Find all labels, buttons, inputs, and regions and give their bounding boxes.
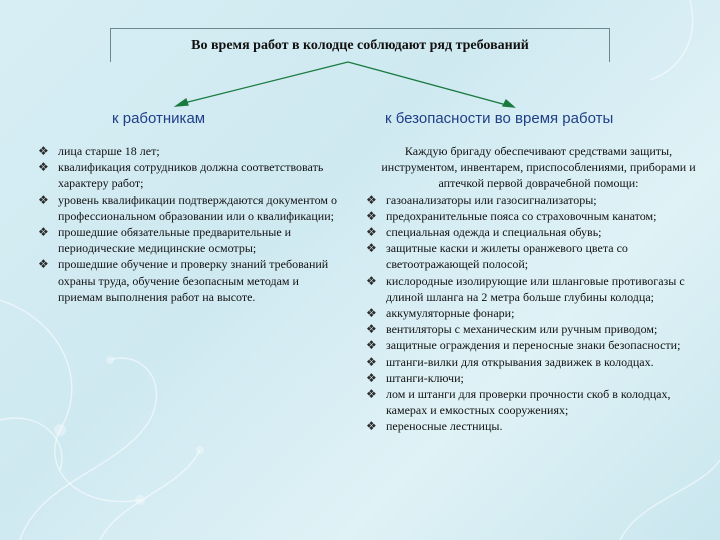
list-item: ❖ вентиляторы с механическим или ручным приводом; <box>366 322 658 337</box>
list-item: ❖ газоанализаторы или газосигнализаторы; <box>366 192 597 207</box>
diamond-bullet-icon: ❖ <box>366 208 377 223</box>
arrow-left <box>180 62 348 104</box>
arrowhead-left <box>176 99 188 106</box>
list-item: ❖ переносные лестницы. <box>366 419 503 434</box>
diamond-bullet-icon: ❖ <box>366 387 377 402</box>
diamond-bullet-icon: ❖ <box>366 322 377 337</box>
safety-requirements-list <box>366 143 711 435</box>
list-item: ❖ защитные каски и жилеты оранжевого цвета со светоотражающей полосой; <box>366 241 628 272</box>
list-item: ❖ прошедшие обучение и проверку знаний требований охраны труда, обучение безопасным методам и приемам выполнения работ на высоте. <box>38 257 329 304</box>
list-item: ❖ квалификация сотрудников должна соответствовать характеру работ; <box>38 160 324 191</box>
list-item: ❖ аккумуляторные фонари; <box>366 306 515 321</box>
diamond-bullet-icon: ❖ <box>366 225 377 240</box>
left-column-heading: к работникам <box>112 110 206 127</box>
diamond-bullet-icon: ❖ <box>366 370 377 385</box>
list-item: ❖ предохранительные пояса со страховочным канатом; <box>366 208 657 223</box>
diamond-bullet-icon: ❖ <box>38 225 49 240</box>
diamond-bullet-icon: ❖ <box>38 257 49 272</box>
diamond-bullet-icon: ❖ <box>366 306 377 321</box>
list-item: ❖ кислородные изолирующие или шланговые противогазы с длиной шланга на 2 метра больше глубины колодца; <box>366 273 685 304</box>
diamond-bullet-icon: ❖ <box>366 273 377 288</box>
list-item: ❖ штанги-ключи; <box>366 370 464 385</box>
list-item: ❖ специальная одежда и специальная обувь; <box>366 225 602 240</box>
list-item: ❖ лом и штанги для проверки прочности скоб в колодцах, камерах и емкостных сооружениях; <box>366 387 671 418</box>
safety-intro: Каждую бригаду обеспечивают средствами защиты, инструментом, инвентарем, приспособлениями, приборами и аптечкой первой доврачебной помощи: <box>381 144 696 191</box>
arrow-right <box>348 62 510 106</box>
list-item: ❖ прошедшие обязательные предварительные и периодические медицинские осмотры; <box>38 225 292 256</box>
list-item: ❖ штанги-вилки для открывания задвижек в колодцах. <box>366 354 654 369</box>
diamond-bullet-icon: ❖ <box>366 354 377 369</box>
diamond-bullet-icon: ❖ <box>366 241 377 256</box>
diamond-bullet-icon: ❖ <box>38 192 49 207</box>
worker-requirements-list <box>38 143 338 305</box>
list-item: ❖ лица старше 18 лет; <box>38 144 160 158</box>
diamond-bullet-icon: ❖ <box>38 144 49 158</box>
list-item: ❖ защитные ограждения и переносные знаки безопасности; <box>366 338 681 353</box>
diamond-bullet-icon: ❖ <box>366 419 377 434</box>
diamond-bullet-icon: ❖ <box>38 160 49 175</box>
page-title: Во время работ в колодце соблюдают ряд требований <box>191 38 529 53</box>
arrowhead-right <box>503 100 514 107</box>
right-column-heading: к безопасности во время работы <box>385 110 614 127</box>
diamond-bullet-icon: ❖ <box>366 192 377 207</box>
diamond-bullet-icon: ❖ <box>366 338 377 353</box>
list-item: ❖ уровень квалификации подтверждаются документом о профессиональном образовании или о квалификации; <box>38 192 337 223</box>
